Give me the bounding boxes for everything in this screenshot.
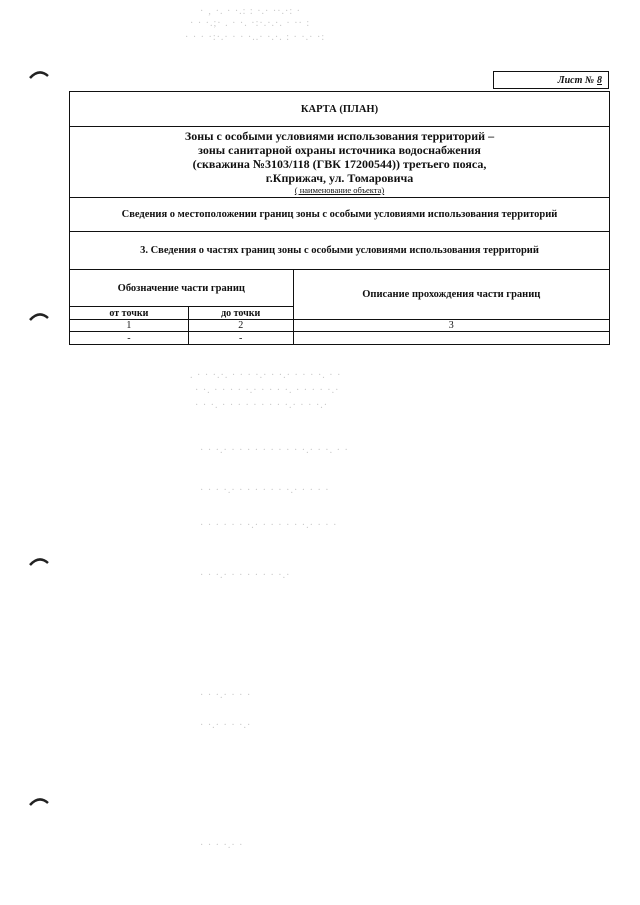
bleed-through-mid: · · · ·.· · · · · · · ·.· · · · ·: [200, 485, 330, 496]
punch-hole-mark: [28, 68, 50, 80]
map-plan-table: [69, 91, 610, 345]
bleed-through-top: · ‚ ·. · ·.: : ·.· ··.·: ·: [200, 6, 301, 17]
sheet-number: 8: [597, 74, 602, 86]
column-number-1: 1: [70, 320, 189, 332]
bleed-through-low: · · ·.· · · · · · · ·.·: [200, 570, 291, 581]
zone-line-4: г.Кприжач, ул. Томаровича: [265, 171, 414, 185]
column-number-2: 2: [188, 320, 293, 332]
sheet-label: Лист №: [557, 74, 594, 86]
bleed-through-mid: · · ·. · · · · · · · · ·.· · · ·.·: [195, 400, 329, 411]
row-to-value: -: [188, 332, 293, 345]
punch-hole-mark: [28, 795, 50, 807]
to-point-header: до точки: [188, 307, 293, 320]
parts-heading: 3. Сведения о частях границ зоны с особыми условиями использования территорий: [70, 232, 610, 270]
column-number-3: 3: [293, 320, 609, 332]
row-description-value: [293, 332, 609, 345]
punch-hole-mark: [28, 555, 50, 567]
zone-line-2: зоны санитарной охраны источника водоснабжения: [198, 143, 481, 157]
punch-hole-mark: [28, 310, 50, 322]
bleed-through-low: · · ·.· · · ·: [200, 690, 252, 701]
sheet-number-box: [493, 71, 609, 89]
bleed-through-mid: · · ·.· · · · · · · · · · ·.· · ·. · ·: [200, 445, 349, 456]
bleed-through-mid: · · · · · · ·.· · · · · · ·.· · · ·: [200, 520, 338, 531]
row-from-value: -: [70, 332, 189, 345]
designation-header: Обозначение части границ: [70, 270, 294, 307]
zone-description: [70, 127, 610, 198]
bleed-through-low: · · · ·.· ·: [200, 840, 244, 851]
from-point-header: от точки: [70, 307, 189, 320]
object-name-note: ( наименование объекта): [294, 185, 385, 195]
bleed-through-top: · · ·.;· . · ·. ·:·.·.·. · ·· :: [190, 18, 311, 29]
bleed-through-mid: . · · ·.·. · · · ·.· · ·.· · · · ·. · ·: [190, 370, 342, 381]
bleed-through-mid: · ·. · · · · ·.· · · · ·. · · · · ·.·: [195, 385, 340, 396]
zone-line-1: Зоны с особыми условиями использования территорий –: [184, 129, 495, 143]
location-heading: Сведения о местоположении границ зоны с особыми условиями использования территорий: [70, 198, 610, 232]
description-header: Описание прохождения части границ: [293, 270, 609, 320]
bleed-through-low: · ·.· · · ·.·: [200, 720, 252, 731]
bleed-through-top: · · · ·:·.· · · ·..· ·.·. : · ·.· ·:: [185, 32, 326, 43]
document-title: КАРТА (ПЛАН): [70, 92, 610, 127]
zone-line-3: (скважина №3103/118 (ГВК 17200544)) третьего пояса,: [192, 157, 487, 171]
